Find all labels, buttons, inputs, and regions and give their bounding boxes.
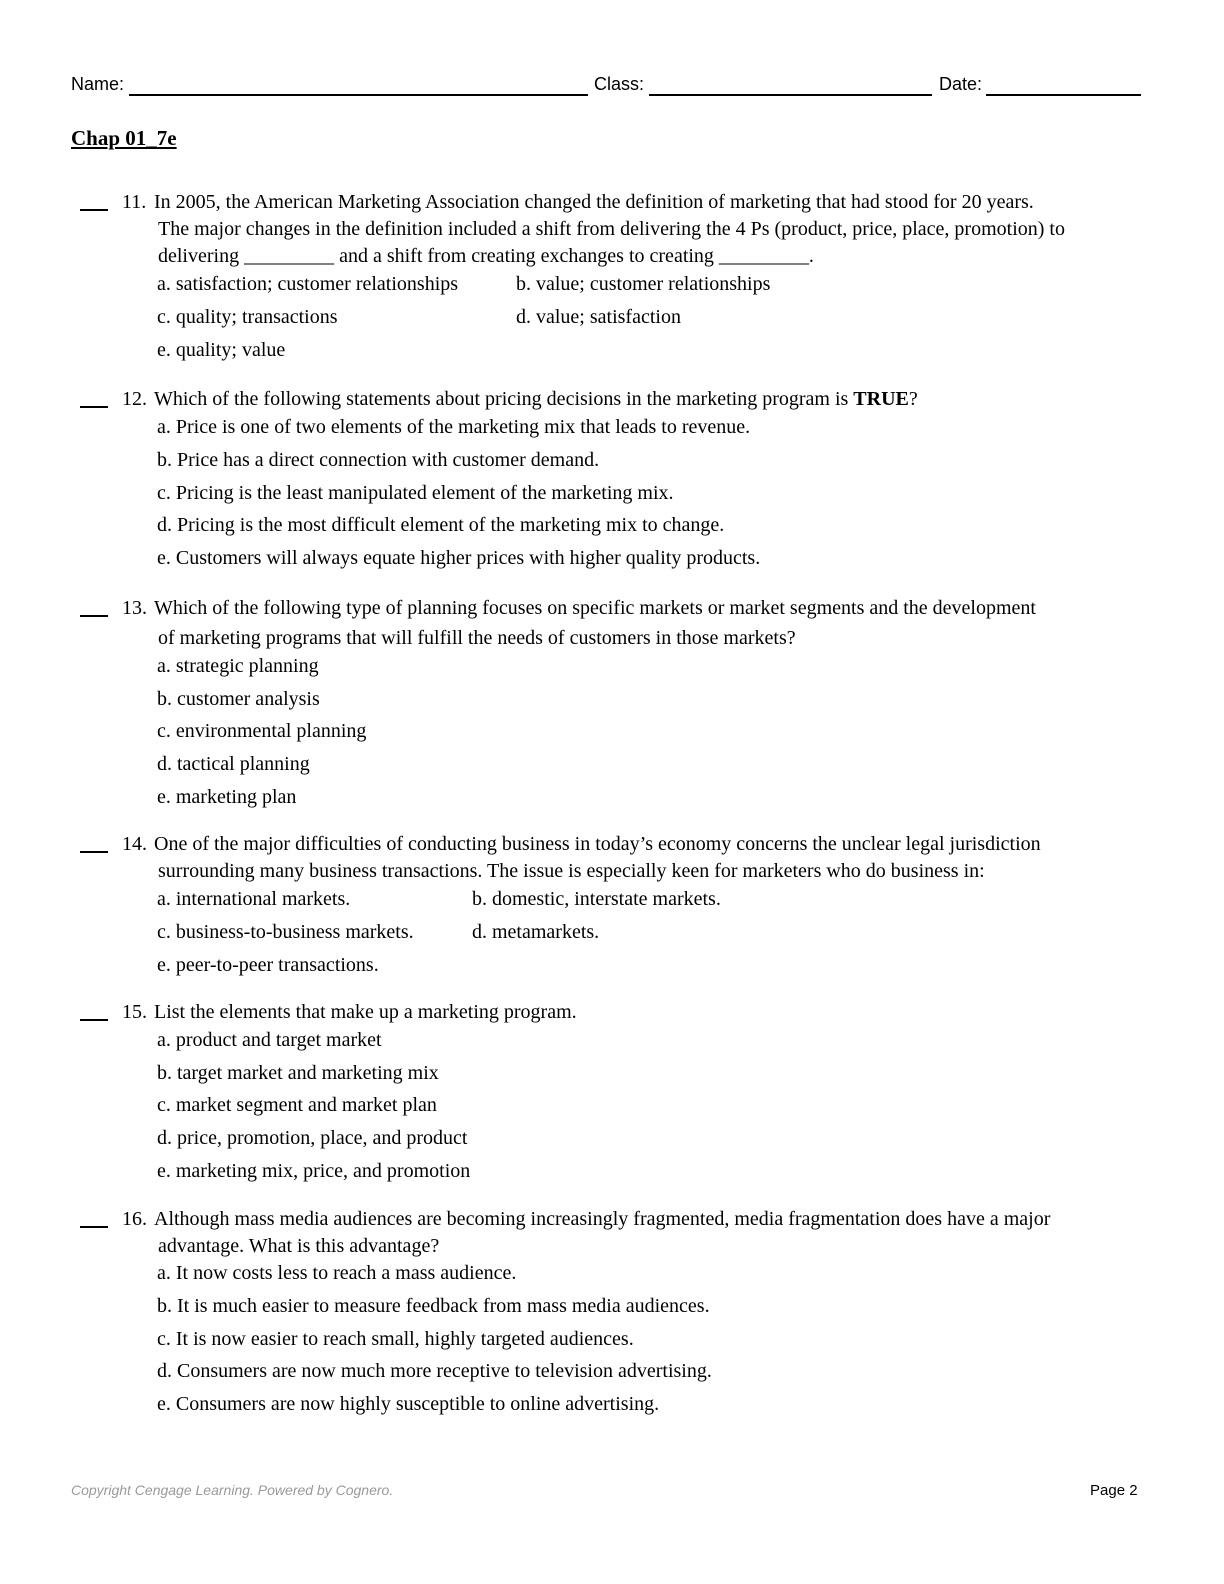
answer-blank[interactable] xyxy=(80,406,108,408)
question-number: 11. xyxy=(122,191,147,213)
answer-blank[interactable] xyxy=(80,209,108,211)
question-number: 13. xyxy=(122,597,147,619)
option-b: b. customer analysis xyxy=(157,688,320,710)
name-field-line[interactable] xyxy=(129,94,588,96)
option-b: b. Price has a direct connection with customer demand. xyxy=(157,449,600,471)
answer-blank[interactable] xyxy=(80,615,108,617)
question-number: 14. xyxy=(122,833,147,855)
option-a: a. Price is one of two elements of the marketing mix that leads to revenue. xyxy=(157,416,751,438)
option-e: e. peer-to-peer transactions. xyxy=(157,954,379,976)
option-d: d. tactical planning xyxy=(157,753,310,775)
option-c: c. quality; transactions xyxy=(157,306,338,328)
question-number: 15. xyxy=(122,1001,147,1023)
option-a: a. international markets. xyxy=(157,888,351,910)
option-e: e. marketing mix, price, and promotion xyxy=(157,1160,471,1182)
option-c: c. Pricing is the least manipulated element of the marketing mix. xyxy=(157,482,674,504)
option-a: a. satisfaction; customer relationships xyxy=(157,273,459,295)
option-b: b. domestic, interstate markets. xyxy=(472,888,721,910)
option-e: e. marketing plan xyxy=(157,786,297,808)
class-label: Class: xyxy=(594,74,645,94)
page-number: Page 2 xyxy=(1090,1482,1138,1499)
date-field-line[interactable] xyxy=(986,94,1141,96)
chapter-title: Chap 01_7e xyxy=(71,126,177,150)
answer-blank[interactable] xyxy=(80,851,108,853)
answer-blank[interactable] xyxy=(80,1226,108,1228)
option-b: b. target market and marketing mix xyxy=(157,1062,439,1084)
name-label: Name: xyxy=(71,74,125,94)
option-b: b. value; customer relationships xyxy=(516,273,771,295)
date-label: Date: xyxy=(939,74,983,94)
option-e: e. quality; value xyxy=(157,339,286,361)
option-d: d. Pricing is the most difficult element of the marketing mix to change. xyxy=(157,514,725,536)
option-a: a. product and target market xyxy=(157,1029,382,1051)
question-stem: List the elements that make up a marketing program. xyxy=(154,1001,577,1023)
question-number: 12. xyxy=(122,388,147,410)
option-d: d. metamarkets. xyxy=(472,921,600,943)
option-e: e. Customers will always equate higher prices with higher quality products. xyxy=(157,547,761,569)
option-d: d. Consumers are now much more receptive to television advertising. xyxy=(157,1360,712,1382)
option-c: c. business-to-business markets. xyxy=(157,921,414,943)
question-stem: Which of the following statements about pricing decisions in the marketing program is TRUE? xyxy=(154,388,918,410)
class-field-line[interactable] xyxy=(649,94,932,96)
option-e: e. Consumers are now highly susceptible to online advertising. xyxy=(157,1393,660,1415)
worksheet-header xyxy=(71,72,1141,98)
option-d: d. price, promotion, place, and product xyxy=(157,1127,468,1149)
option-c: c. It is now easier to reach small, highly targeted audiences. xyxy=(157,1328,634,1350)
option-c: c. market segment and market plan xyxy=(157,1094,437,1116)
answer-blank[interactable] xyxy=(80,1019,108,1021)
option-a: a. strategic planning xyxy=(157,655,319,677)
option-b: b. It is much easier to measure feedback from mass media audiences. xyxy=(157,1295,710,1317)
option-a: a. It now costs less to reach a mass audience. xyxy=(157,1262,517,1284)
copyright-footer: Copyright Cengage Learning. Powered by Cognero. xyxy=(71,1482,394,1498)
option-d: d. value; satisfaction xyxy=(516,306,681,328)
option-c: c. environmental planning xyxy=(157,720,367,742)
question-number: 16. xyxy=(122,1208,147,1230)
